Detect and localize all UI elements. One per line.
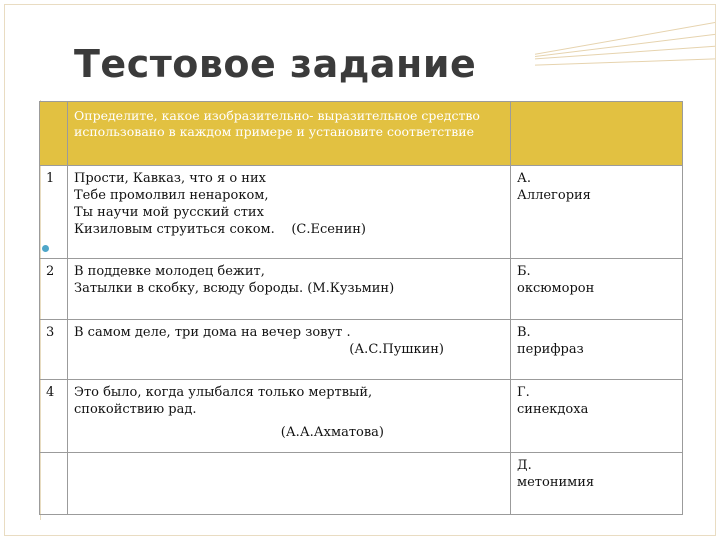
example-line: Тебе промолвил ненароком,: [74, 188, 269, 204]
answer-term: метонимия: [517, 474, 595, 490]
answer-cell: [511, 166, 683, 259]
table-row: [40, 259, 683, 319]
table-row: [40, 166, 683, 259]
example-text: [68, 452, 511, 514]
example-text: [68, 380, 511, 453]
answer-term: Аллегория: [517, 188, 591, 204]
answer-cell: [511, 319, 683, 379]
row-number: [40, 452, 68, 514]
source-author: (А.С.Пушкин): [349, 341, 444, 357]
example-line: В поддевке молодец бежит,: [74, 264, 265, 280]
example-text: [68, 166, 511, 259]
corner-decoration: [535, 5, 715, 105]
table-row: [40, 452, 683, 514]
answer-cell: [511, 380, 683, 453]
answer-term: синекдоха: [517, 402, 589, 417]
task-table: [39, 101, 683, 515]
answer-term: оксюморон: [517, 281, 595, 297]
table-row: [40, 380, 683, 453]
source-author: (А.А.Ахматова): [280, 425, 384, 440]
header-row: [40, 102, 683, 166]
answer-letter: Д.: [517, 457, 532, 473]
example-text: [68, 259, 511, 319]
row-number: 3: [40, 319, 68, 379]
instruction-text: Определите, какое изобразительно- выразительное средство использовано в каждом примере и установите соответствие: [68, 102, 511, 166]
example-line: Прости, Кавказ, что я о них: [74, 171, 266, 187]
example-line: Кизиловым струиться соком.: [74, 222, 275, 238]
example-line: В самом деле, три дома на вечер зовут .: [74, 324, 351, 340]
answer-letter: Г.: [517, 385, 530, 400]
example-line: спокойствию рад.: [74, 402, 197, 417]
example-line: Ты научи мой русский стих: [74, 205, 264, 221]
row-number: 2: [40, 259, 68, 319]
row-number: 1: [40, 166, 68, 259]
answer-cell: [511, 452, 683, 514]
bullet-dot: [42, 245, 49, 252]
answer-cell: [511, 259, 683, 319]
answer-letter: В.: [517, 324, 531, 340]
answer-letter: Б.: [517, 264, 531, 280]
table-row: [40, 319, 683, 379]
source-author: (С.Есенин): [291, 222, 366, 238]
answer-letter: А.: [517, 171, 531, 187]
example-text: [68, 319, 511, 379]
example-line: Это было, когда улыбался только мертвый,: [74, 385, 373, 400]
slide-title: Тестовое задание: [74, 42, 477, 86]
example-line: Затылки в скобку, всюду бороды.: [74, 281, 304, 297]
row-number: 4: [40, 380, 68, 453]
answer-term: перифраз: [517, 341, 584, 357]
source-author: (М.Кузьмин): [307, 281, 395, 297]
